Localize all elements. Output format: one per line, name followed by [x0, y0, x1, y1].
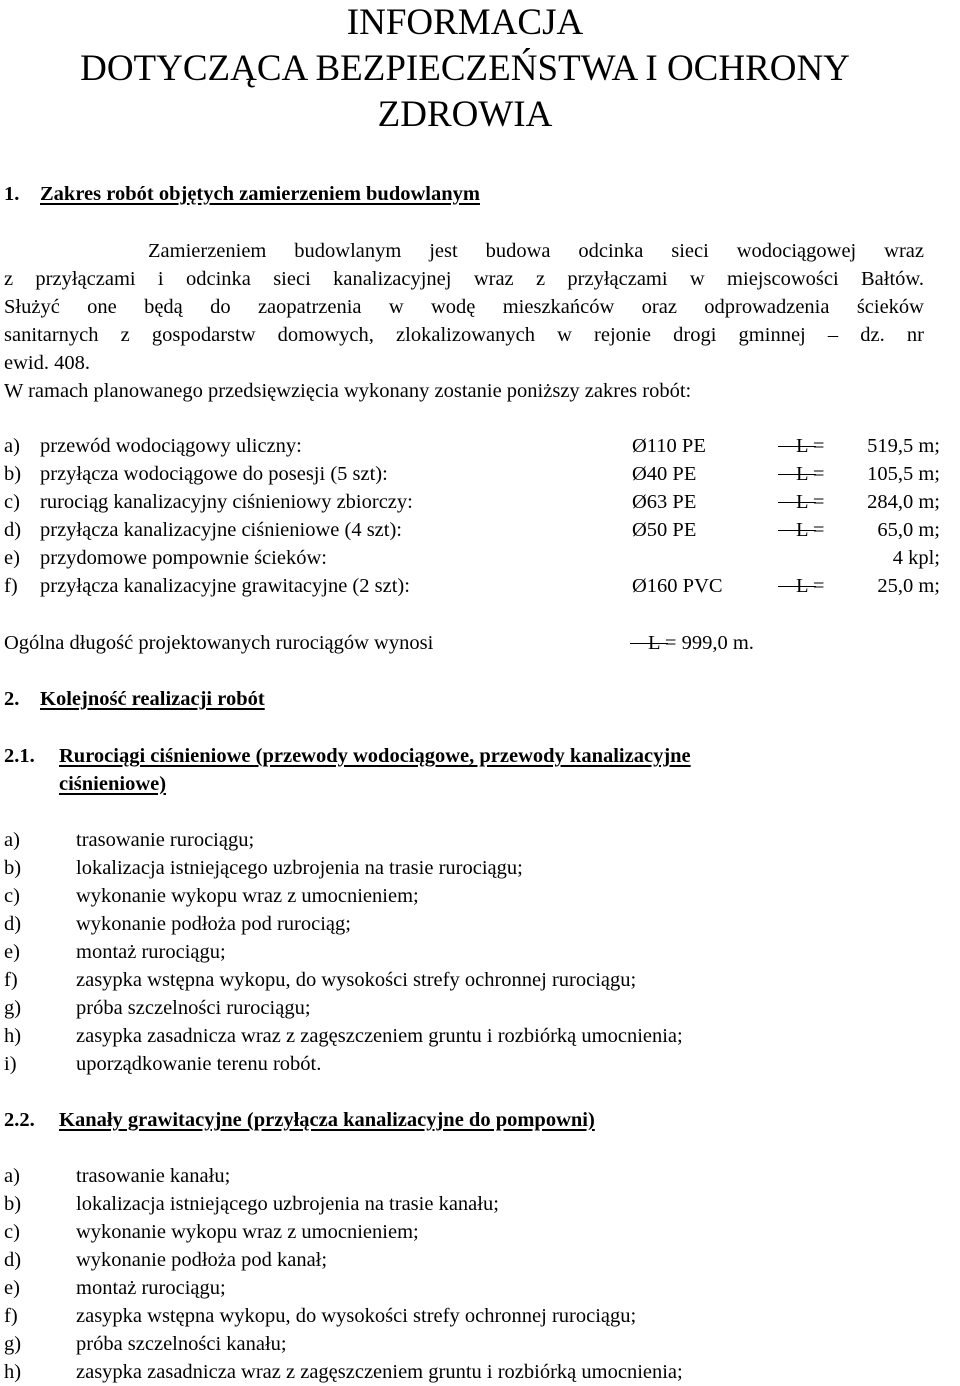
section-2-1-heading: Rurociągi ciśnieniowe (przewody wodociągowe, przewody kanalizacyjne: [59, 745, 691, 767]
scope-row: [4, 460, 954, 488]
scope-letter: f): [4, 575, 18, 597]
scope-row: [4, 432, 954, 460]
scope-label: przydomowe pompownie ścieków:: [40, 547, 327, 569]
scope-length-label: L =: [796, 491, 825, 513]
paragraph-line: ewid. 408.: [4, 352, 90, 374]
section-2-1-heading-cont: ciśnieniowe): [59, 773, 167, 795]
section-2-2-number: 2.2.: [4, 1109, 35, 1131]
paragraph-line: sanitarnych z gospodarstw domowych, zlokalizowanych w rejonie drogi gminnej – dz. nr: [4, 324, 924, 346]
scope-value: 65,0 m;: [877, 519, 940, 541]
scope-letter: c): [4, 491, 20, 513]
section-1-heading: Zakres robót objętych zamierzeniem budowlanym: [40, 183, 480, 205]
paragraph-line: Zamierzeniem budowlanym jest budowa odcinka sieci wodociągowej wraz: [148, 240, 924, 262]
scope-diameter: Ø50 PE: [632, 519, 697, 541]
section-2-2-heading: Kanały grawitacyjne (przyłącza kanalizacyjne do pompowni): [59, 1109, 595, 1131]
scope-letter: e): [4, 547, 20, 569]
scope-row: [4, 516, 954, 544]
section-2-number: 2.: [4, 688, 20, 710]
paragraph-line: z przyłączami i odcinka sieci kanalizacyjnej wraz z przyłączami w miejscowości Bałtów.: [4, 268, 924, 290]
total-label: Ogólna długość projektowanych rurociągów wynosi: [4, 632, 434, 654]
scope-value: 4 kpl;: [892, 547, 940, 569]
scope-diameter: Ø110 PE: [632, 435, 706, 457]
scope-label: rurociąg kanalizacyjny ciśnieniowy zbiorczy:: [40, 491, 413, 513]
scope-letter: a): [4, 435, 20, 457]
scope-value: 105,5 m;: [867, 463, 940, 485]
section-1-number: 1.: [4, 183, 20, 205]
paragraph-line: Służyć one będą do zaopatrzenia w wodę mieszkańców oraz odprowadzenia ścieków: [4, 296, 924, 318]
scope-value: 25,0 m;: [877, 575, 940, 597]
scope-row: [4, 544, 954, 572]
scope-letter: d): [4, 519, 22, 541]
section-1-paragraph: [4, 237, 924, 405]
section-2-heading: Kolejność realizacji robót: [40, 688, 265, 710]
scope-label: przewód wodociągowy uliczny:: [40, 435, 302, 457]
title-line-1: INFORMACJA: [346, 2, 584, 43]
total-value: L = 999,0 m.: [648, 632, 754, 654]
scope-length-label: L =: [796, 519, 825, 541]
scope-label: przyłącza wodociągowe do posesji (5 szt):: [40, 463, 388, 485]
scope-label: przyłącza kanalizacyjne ciśnieniowe (4 szt):: [40, 519, 402, 541]
title-line-2: DOTYCZĄCA BEZPIECZEŃSTWA I OCHRONY: [80, 48, 850, 89]
section-2-1-number: 2.1.: [4, 745, 35, 767]
scope-diameter: Ø40 PE: [632, 463, 697, 485]
scope-row: [4, 488, 954, 516]
scope-length-label: L =: [796, 463, 825, 485]
scope-value: 284,0 m;: [867, 491, 940, 513]
scope-diameter: Ø160 PVC: [632, 575, 723, 597]
document-title: [0, 0, 930, 138]
scope-row: [4, 572, 954, 600]
scope-intro: W ramach planowanego przedsięwzięcia wykonany zostanie poniższy zakres robót:: [4, 380, 692, 402]
scope-length-label: L =: [796, 435, 825, 457]
scope-value: 519,5 m;: [867, 435, 940, 457]
scope-label: przyłącza kanalizacyjne grawitacyjne (2 szt):: [40, 575, 410, 597]
scope-length-label: L =: [796, 575, 825, 597]
scope-letter: b): [4, 463, 22, 485]
title-line-3: ZDROWIA: [377, 94, 553, 135]
scope-diameter: Ø63 PE: [632, 491, 697, 513]
